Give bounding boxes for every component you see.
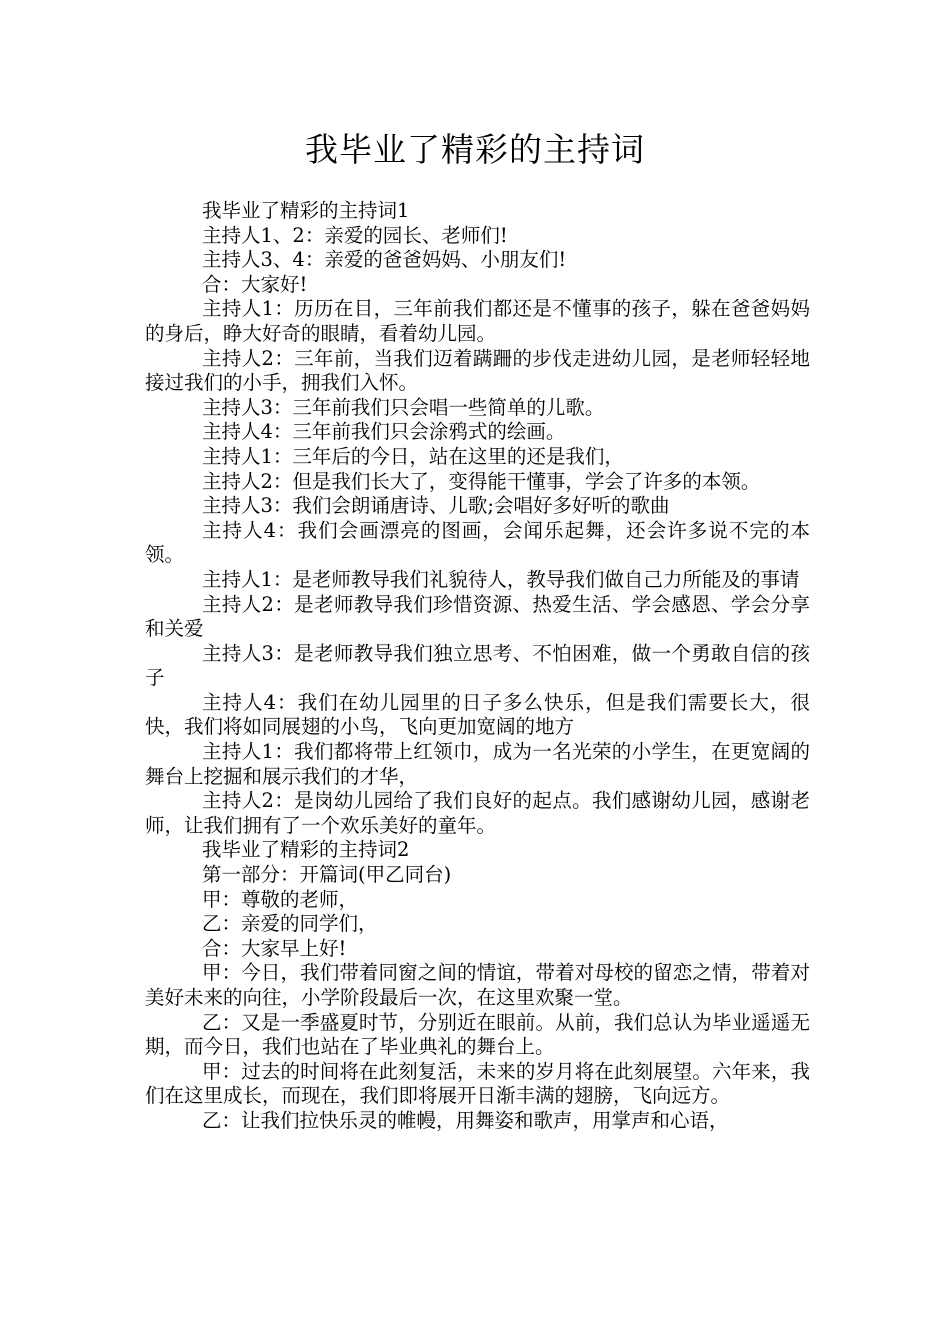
paragraph: 主持人1、2：亲爱的园长、老师们! — [202, 223, 508, 247]
paragraph: 乙：让我们拉快乐灵的帷幔，用舞姿和歌声，用掌声和心语， — [202, 1108, 729, 1132]
paragraph: 主持人2：是岗幼儿园给了我们良好的起点。我们感谢幼儿园，感谢老师，让我们拥有了一个欢乐美好的童年。 — [145, 789, 810, 837]
paragraph: 主持人4：我们在幼儿园里的日子多么快乐，但是我们需要长大，很快，我们将如同展翅的小鸟，飞向更加宽阔的地方 — [145, 690, 810, 739]
paragraph: 主持人4：三年前我们只会涂鸦式的绘画。 — [202, 420, 566, 444]
paragraph: 乙：又是一季盛夏时节，分别近在眼前。从前，我们总认为毕业遥遥无期，而今日，我们也站在了毕业典礼的舞台上。 — [145, 1010, 810, 1059]
paragraph: 主持人1：三年后的今日，站在这里的还是我们， — [202, 444, 624, 468]
paragraph: 主持人3：我们会朗诵唐诗、儿歌;会唱好多好听的歌曲 — [202, 494, 670, 518]
paragraph: 合：大家好! — [202, 272, 308, 296]
document-body — [145, 199, 810, 1134]
paragraph: 甲：今日，我们带着同窗之间的情谊，带着对母校的留恋之情，带着对美好未来的向往，小学阶段最后一次，在这里欢聚一堂。 — [145, 961, 810, 1009]
paragraph: 合：大家早上好! — [202, 936, 347, 960]
paragraph: 主持人1：历历在目，三年前我们都还是不懂事的孩子，躲在爸爸妈妈的身后，睁大好奇的眼睛，看着幼儿园。 — [145, 297, 810, 345]
paragraph: 乙：亲爱的同学们， — [202, 912, 378, 936]
paragraph: 主持人4：我们会画漂亮的图画，会闻乐起舞，还会许多说不完的本领。 — [145, 518, 810, 567]
paragraph: 我毕业了精彩的主持词2 — [202, 838, 410, 862]
paragraph: 甲：过去的时间将在此刻复活，未来的岁月将在此刻展望。六年来，我们在这里成长，而现在，我们即将展开日渐丰满的翅膀，飞向远方。 — [145, 1059, 810, 1108]
paragraph: 主持人3：三年前我们只会唱一些简单的儿歌。 — [202, 395, 605, 419]
document-title: 我毕业了精彩的主持词 — [305, 130, 645, 169]
paragraph: 主持人3、4：亲爱的爸爸妈妈、小朋友们! — [202, 248, 567, 272]
paragraph: 第一部分：开篇词(甲乙同台) — [202, 863, 452, 887]
paragraph: 主持人2：三年前，当我们迈着蹒跚的步伐走进幼儿园，是老师轻轻地接过我们的小手，拥我们入怀。 — [145, 346, 810, 395]
paragraph: 主持人1：是老师教导我们礼貌待人，教导我们做自己力所能及的事请 — [202, 567, 800, 591]
paragraph: 主持人2：但是我们长大了，变得能干懂事，学会了许多的本领。 — [202, 469, 761, 493]
paragraph: 主持人1：我们都将带上红领巾，成为一名光荣的小学生，在更宽阔的舞台上挖掘和展示我们的才华， — [145, 740, 810, 788]
paragraph: 主持人3：是老师教导我们独立思考、不怕困难，做一个勇敢自信的孩子 — [145, 641, 810, 690]
paragraph: 甲：尊敬的老师， — [202, 887, 359, 911]
paragraph: 主持人2：是老师教导我们珍惜资源、热爱生活、学会感恩、学会分享和关爱 — [145, 592, 810, 641]
paragraph: 我毕业了精彩的主持词1 — [202, 199, 410, 222]
